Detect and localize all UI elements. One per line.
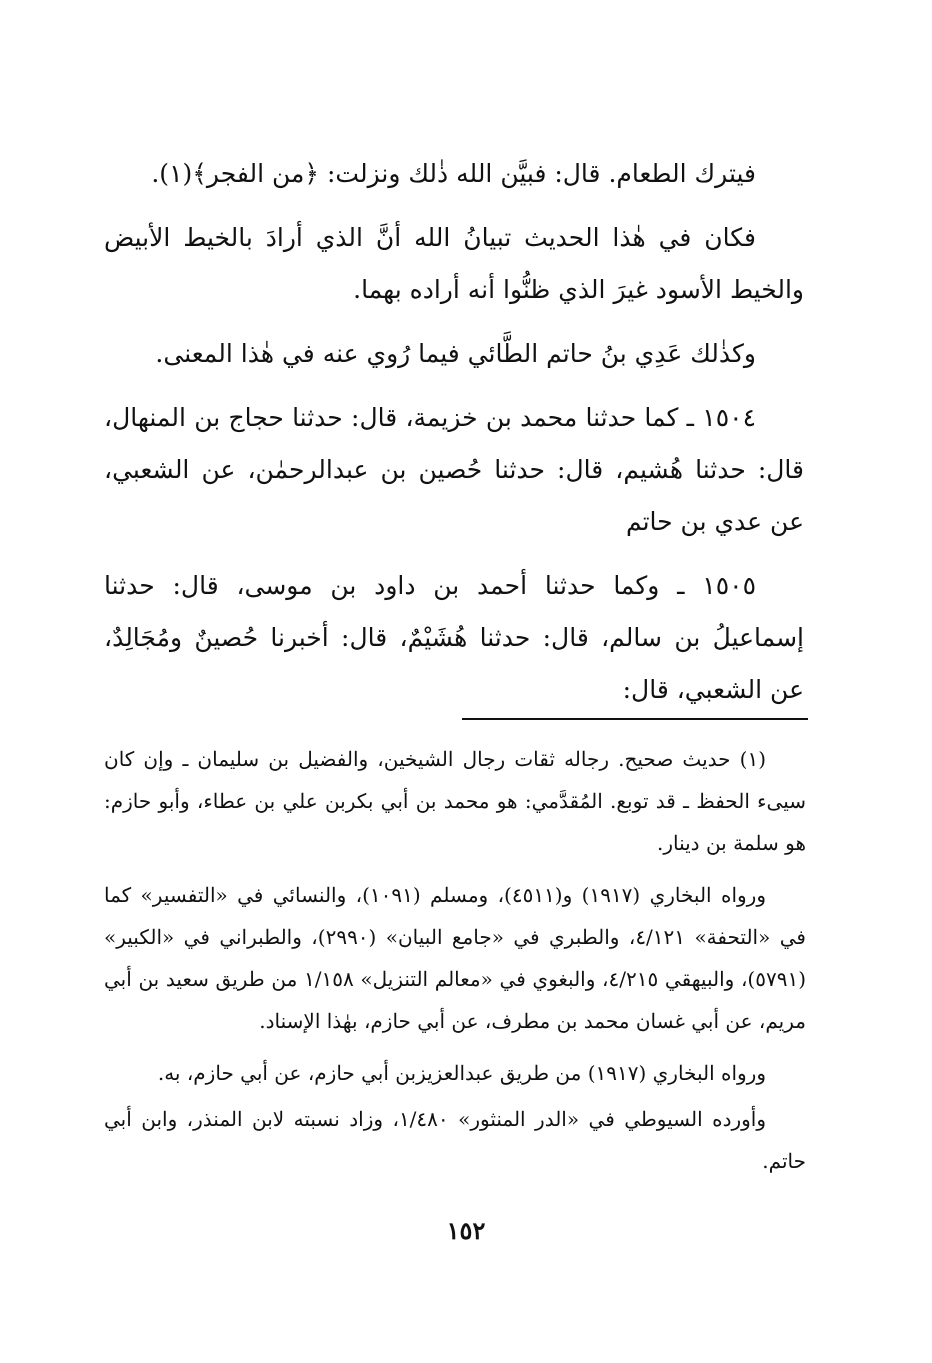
footnote-1-suyuti: وأورده السيوطي في «الدر المنثور» ١/٤٨٠، وزاد نسبته لابن المنذر، وابن أبي حاتم. xyxy=(104,1107,806,1173)
main-paragraph-2: فكان في هٰذا الحديث تبيانُ الله أنَّ الذي أرادَ بالخيط الأبيض والخيط الأسود غيرَ الذي ظنُّوا أنه أراده بهما. xyxy=(104,223,804,304)
footnotes xyxy=(104,738,806,1186)
page-number: ١٥٢ xyxy=(446,1216,486,1245)
footnote-1-bukhari: ورواه البخاري (١٩١٧) من طريق عبدالعزيزبن أبي حازم، عن أبي حازم، به. xyxy=(157,1061,766,1085)
main-paragraph-3: وكذٰلك عَدِي بنُ حاتم الطَّائي فيما رُوي عنه في هٰذا المعنى. xyxy=(155,339,756,368)
hadith-1504: ١٥٠٤ ـ كما حدثنا محمد بن خزيمة، قال: حدثنا حجاج بن المنهال، قال: حدثنا هُشيم، قال: حدثنا حُصين بن عبدالرحمٰن، عن الشعبي، عن عدي بن حاتم xyxy=(104,403,804,536)
footnote-1: (١) حديث صحيح. رجاله ثقات رجال الشيخين، والفضيل بن سليمان ـ وإن كان سيىء الحفظ ـ قد توبع. المُقدَّمي: هو محمد بن أبي بكربن علي بن عطاء، وأبو حازم: هو سلمة بن دينار. xyxy=(104,747,806,855)
footnote-divider xyxy=(462,718,808,720)
main-text xyxy=(104,148,804,728)
main-paragraph-1: فيترك الطعام. قال: فبيَّن الله ذٰلك ونزلت: ﴿من الفجر﴾(١). xyxy=(151,159,756,188)
hadith-1505: ١٥٠٥ ـ وكما حدثنا أحمد بن داود بن موسى، قال: حدثنا إسماعيلُ بن سالم، قال: حدثنا هُشَيْمٌ، قال: أخبرنا حُصينٌ ومُجَالِدٌ، عن الشعبي، قال: xyxy=(104,571,804,704)
footnote-1-sources: ورواه البخاري (١٩١٧) و(٤٥١١)، ومسلم (١٠٩١)، والنسائي في «التفسير» كما في «التحفة» ٤/١٢١، والطبري في «جامع البيان» (٢٩٩٠)، والطبراني في «الكبير» (٥٧٩١)، والبيهقي ٤/٢١٥، والبغوي في «معالم التنزيل» ١/١٥٨ من طريق سعيد بن أبي مريم، عن أبي غسان محمد بن مطرف، عن أبي حازم، بهٰذا الإسناد. xyxy=(104,883,806,1033)
